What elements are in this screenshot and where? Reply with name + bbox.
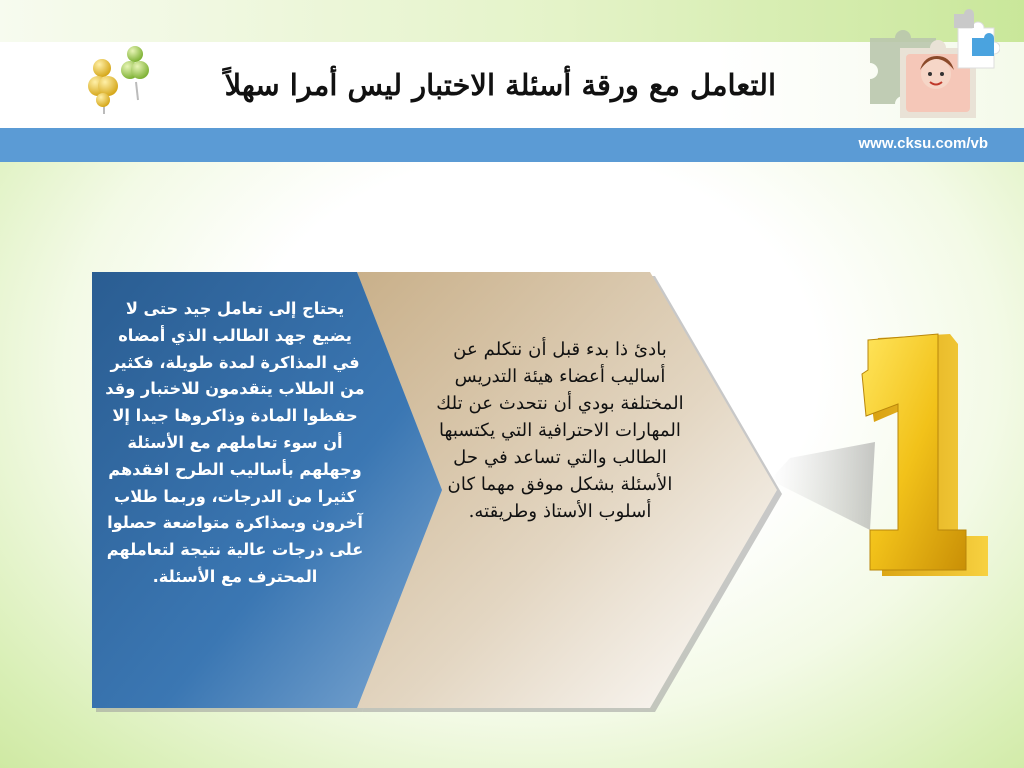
slide-title: التعامل مع ورقة أسئلة الاختبار ليس أمرا سهلاً xyxy=(224,68,776,102)
blue-box-text: يحتاج إلى تعامل جيد حتى لا يضيع جهد الطالب الذي أمضاه في المذاكرة لمدة طويلة، فكثير من الطلاب يتقدمون للاختبار وقد حفظوا المادة وذاكروها جيدا إلا أن سوء تعاملهم مع الأسئلة وجهلهم بأساليب الطرح افقدهم كثيرا من الدرجات، وربما طلاب آخرون وبمذاكرة متواضعة حصلوا على درجات عالية نتيجة لتعاملهم المحترف مع الأسئلة. xyxy=(105,299,365,586)
puzzle-pieces-icon xyxy=(860,8,1000,133)
step-number-text: 1 xyxy=(770,330,771,331)
site-url: www.cksu.com/vb xyxy=(858,135,988,152)
number-one-icon xyxy=(770,330,1010,590)
beige-box-text: بادئ ذا بدء قبل أن نتكلم عن أساليب أعضاء هيئة التدريس المختلفة بودي أن نتحدث عن تلك المهارات الاحترافية التي يكتسبها الطالب والتي تساعد في حل الأسئلة بشكل موفق مهما كان أسلوب الأستاذ وطريقته. xyxy=(436,339,684,522)
push-pins-icon xyxy=(80,40,160,120)
